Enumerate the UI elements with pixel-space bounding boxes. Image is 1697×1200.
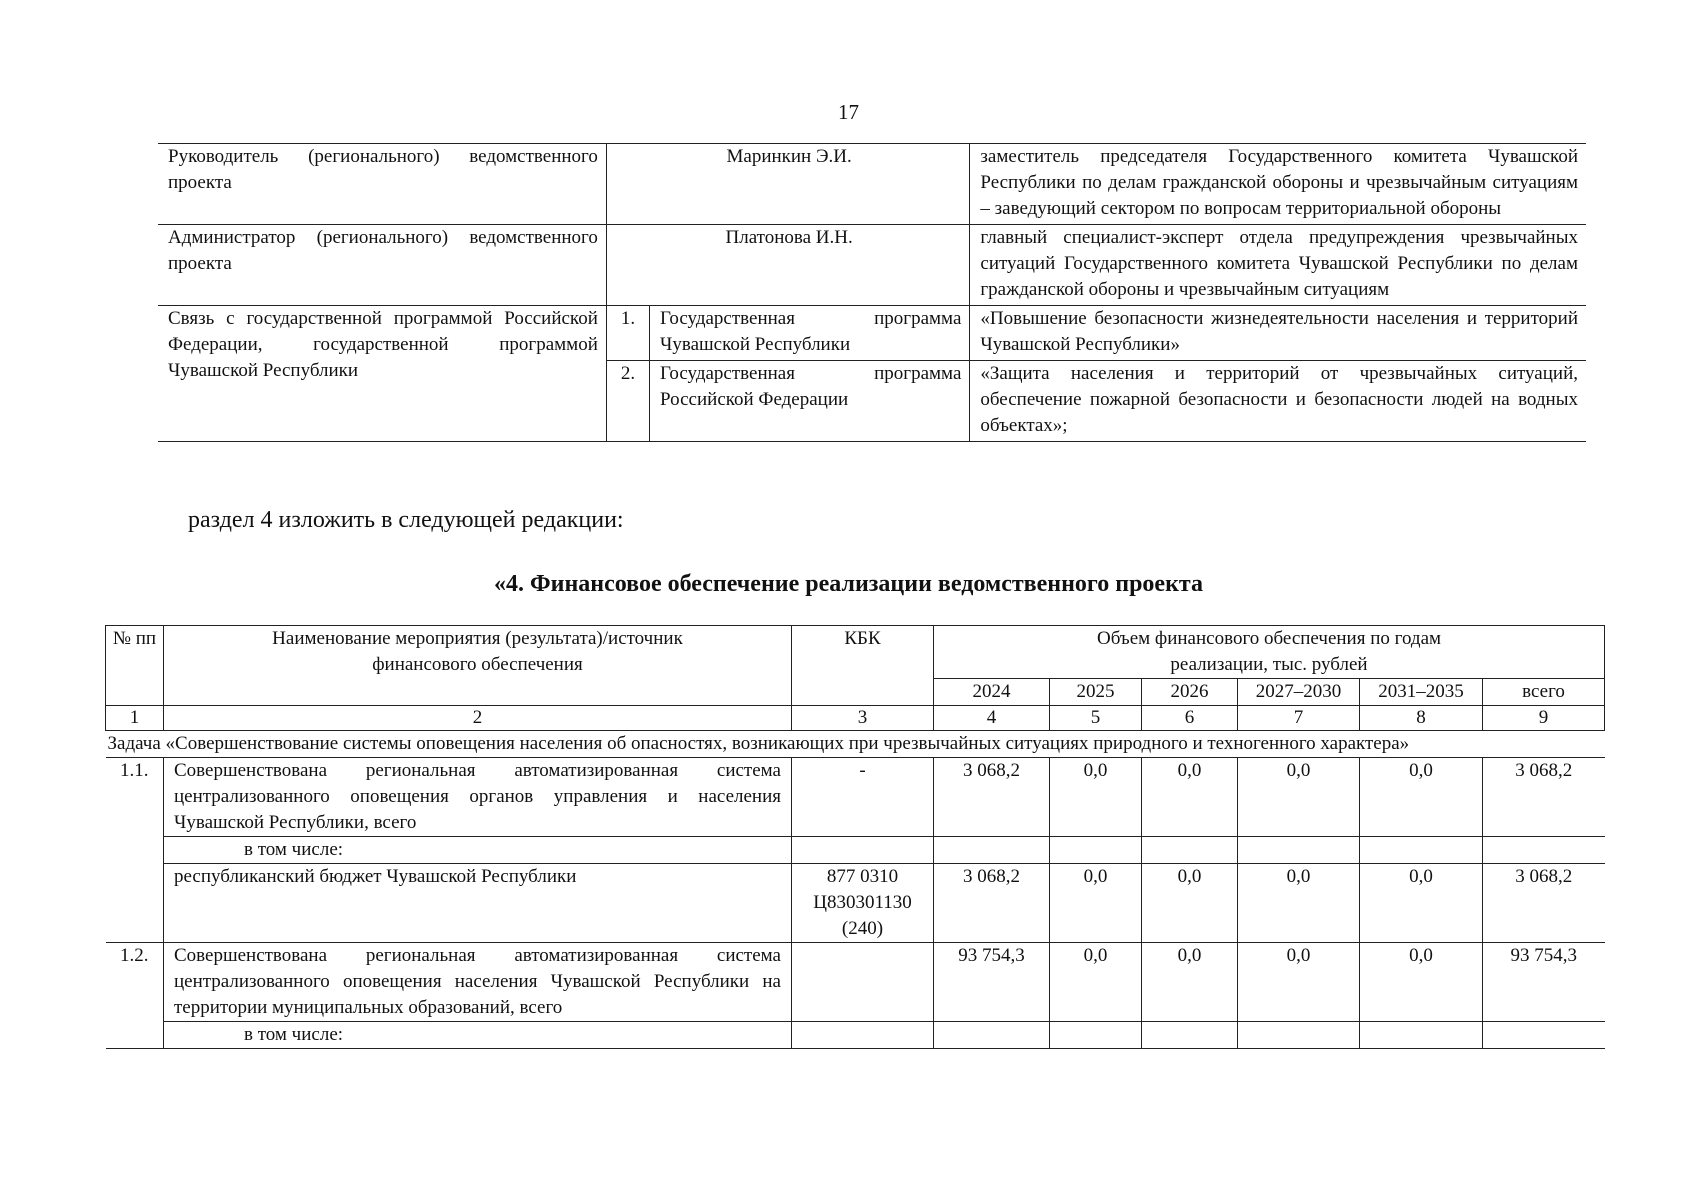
item-number: 1.: [606, 306, 649, 361]
value-2026: 0,0: [1142, 943, 1238, 1022]
value-2031-2035: 0,0: [1360, 864, 1483, 943]
column-number: 8: [1360, 706, 1483, 731]
item-number: 2.: [606, 361, 649, 442]
header-year: 2025: [1050, 679, 1142, 706]
program-word: программа: [874, 363, 962, 384]
value-2026: 0,0: [1142, 864, 1238, 943]
program-region: Чувашской Республики: [660, 334, 851, 355]
row-name: Совершенствована региональная автоматизированная система централизованного оповещения органов управления и населения Чувашской Республики, всего: [164, 758, 792, 837]
project-info-table: [158, 143, 1586, 442]
table-row: [158, 144, 1586, 225]
row-kbk: [792, 1022, 934, 1049]
program-description: «Защита населения и территорий от чрезвычайных ситуаций, обеспечение пожарной безопасности и безопасности людей на водных объектах»;: [970, 361, 1586, 442]
column-number: 6: [1142, 706, 1238, 731]
value-total: [1483, 837, 1605, 864]
header-year: 2024: [934, 679, 1050, 706]
finance-table: [105, 625, 1605, 1049]
person-position: заместитель председателя Государственного комитета Чувашской Республики по делам гражданской обороны и чрезвычайным ситуациям – заведующий сектором по вопросам территориальной обороны: [970, 144, 1586, 225]
value-total: [1483, 1022, 1605, 1049]
person-name: Маринкин Э.И.: [606, 144, 970, 225]
table-row: [158, 225, 1586, 306]
row-kbk: [792, 943, 934, 1022]
row-number: [106, 1022, 164, 1049]
header-num: № пп: [106, 626, 164, 706]
header-year: 2031–2035: [1360, 679, 1483, 706]
row-label: Руководитель (регионального) ведомственного проекта: [158, 144, 606, 225]
header-volume: Объем финансового обеспечения по годам реализации, тыс. рублей: [934, 626, 1605, 679]
value-2027-2030: 0,0: [1238, 864, 1360, 943]
value-2025: [1050, 837, 1142, 864]
task-row: [106, 731, 1605, 758]
row-number: 1.1.: [106, 758, 164, 837]
person-name: Платонова И.Н.: [606, 225, 970, 306]
value-2026: [1142, 1022, 1238, 1049]
value-2024: 3 068,2: [934, 864, 1050, 943]
value-2025: 0,0: [1050, 758, 1142, 837]
header-row: [106, 626, 1605, 679]
row-number: 1.2.: [106, 943, 164, 1022]
row-number: [106, 864, 164, 943]
column-numbers-row: [106, 706, 1605, 731]
value-2024: [934, 837, 1050, 864]
column-number: 3: [792, 706, 934, 731]
row-kbk: 877 0310 Ц830301130 (240): [792, 864, 934, 943]
section-title: «4. Финансовое обеспечение реализации ведомственного проекта: [494, 571, 1203, 597]
program-name: [650, 306, 970, 361]
value-2027-2030: 0,0: [1238, 943, 1360, 1022]
row-name: в том числе:: [164, 837, 792, 864]
value-2026: [1142, 837, 1238, 864]
value-2027-2030: [1238, 1022, 1360, 1049]
program-description: «Повышение безопасности жизнедеятельности населения и территорий Чувашской Республики»: [970, 306, 1586, 361]
header-total: всего: [1483, 679, 1605, 706]
program-region: Российской Федерации: [660, 389, 849, 410]
value-2027-2030: [1238, 837, 1360, 864]
table-row: [158, 306, 1586, 361]
row-name: в том числе:: [164, 1022, 792, 1049]
program-word: Государственная: [660, 363, 795, 384]
row-kbk: -: [792, 758, 934, 837]
value-total: 3 068,2: [1483, 864, 1605, 943]
program-word: программа: [874, 308, 962, 329]
row-name: Совершенствована региональная автоматизированная система централизованного оповещения населения Чувашской Республики на территории муниципальных образований, всего: [164, 943, 792, 1022]
row-name: республиканский бюджет Чувашской Республики: [164, 864, 792, 943]
row-kbk: [792, 837, 934, 864]
table-row: [106, 1022, 1605, 1049]
row-number: [106, 837, 164, 864]
header-year: 2026: [1142, 679, 1238, 706]
value-2024: [934, 1022, 1050, 1049]
table-row: [106, 758, 1605, 837]
column-number: 5: [1050, 706, 1142, 731]
column-number: 9: [1483, 706, 1605, 731]
value-2025: 0,0: [1050, 864, 1142, 943]
row-label: Администратор (регионального) ведомственного проекта: [158, 225, 606, 306]
column-number: 1: [106, 706, 164, 731]
person-position: главный специалист-эксперт отдела предупреждения чрезвычайных ситуаций Государственного комитета Чувашской Республики по делам гражданской обороны и чрезвычайным ситуациям: [970, 225, 1586, 306]
value-2024: 3 068,2: [934, 758, 1050, 837]
column-number: 7: [1238, 706, 1360, 731]
column-number: 2: [164, 706, 792, 731]
value-total: 3 068,2: [1483, 758, 1605, 837]
value-2031-2035: 0,0: [1360, 758, 1483, 837]
value-2031-2035: [1360, 1022, 1483, 1049]
header-name: Наименование мероприятия (результата)/источник финансового обеспечения: [164, 626, 792, 706]
value-2025: [1050, 1022, 1142, 1049]
value-2031-2035: [1360, 837, 1483, 864]
table-row: [106, 864, 1605, 943]
header-kbk: КБК: [792, 626, 934, 706]
value-2027-2030: 0,0: [1238, 758, 1360, 837]
value-2024: 93 754,3: [934, 943, 1050, 1022]
intro-text: раздел 4 изложить в следующей редакции:: [188, 507, 624, 533]
task-text: Задача «Совершенствование системы оповещения населения об опасностях, возникающих при чрезвычайных ситуациях природного и техногенного характера»: [106, 731, 1605, 758]
value-2026: 0,0: [1142, 758, 1238, 837]
table-row: [106, 837, 1605, 864]
page-number: 17: [838, 100, 859, 124]
program-word: Государственная: [660, 308, 795, 329]
program-name: [650, 361, 970, 442]
table-row: [106, 943, 1605, 1022]
header-year: 2027–2030: [1238, 679, 1360, 706]
value-2025: 0,0: [1050, 943, 1142, 1022]
row-label: Связь с государственной программой Российской Федерации, государственной программой Чувашской Республики: [158, 306, 606, 442]
value-total: 93 754,3: [1483, 943, 1605, 1022]
column-number: 4: [934, 706, 1050, 731]
value-2031-2035: 0,0: [1360, 943, 1483, 1022]
